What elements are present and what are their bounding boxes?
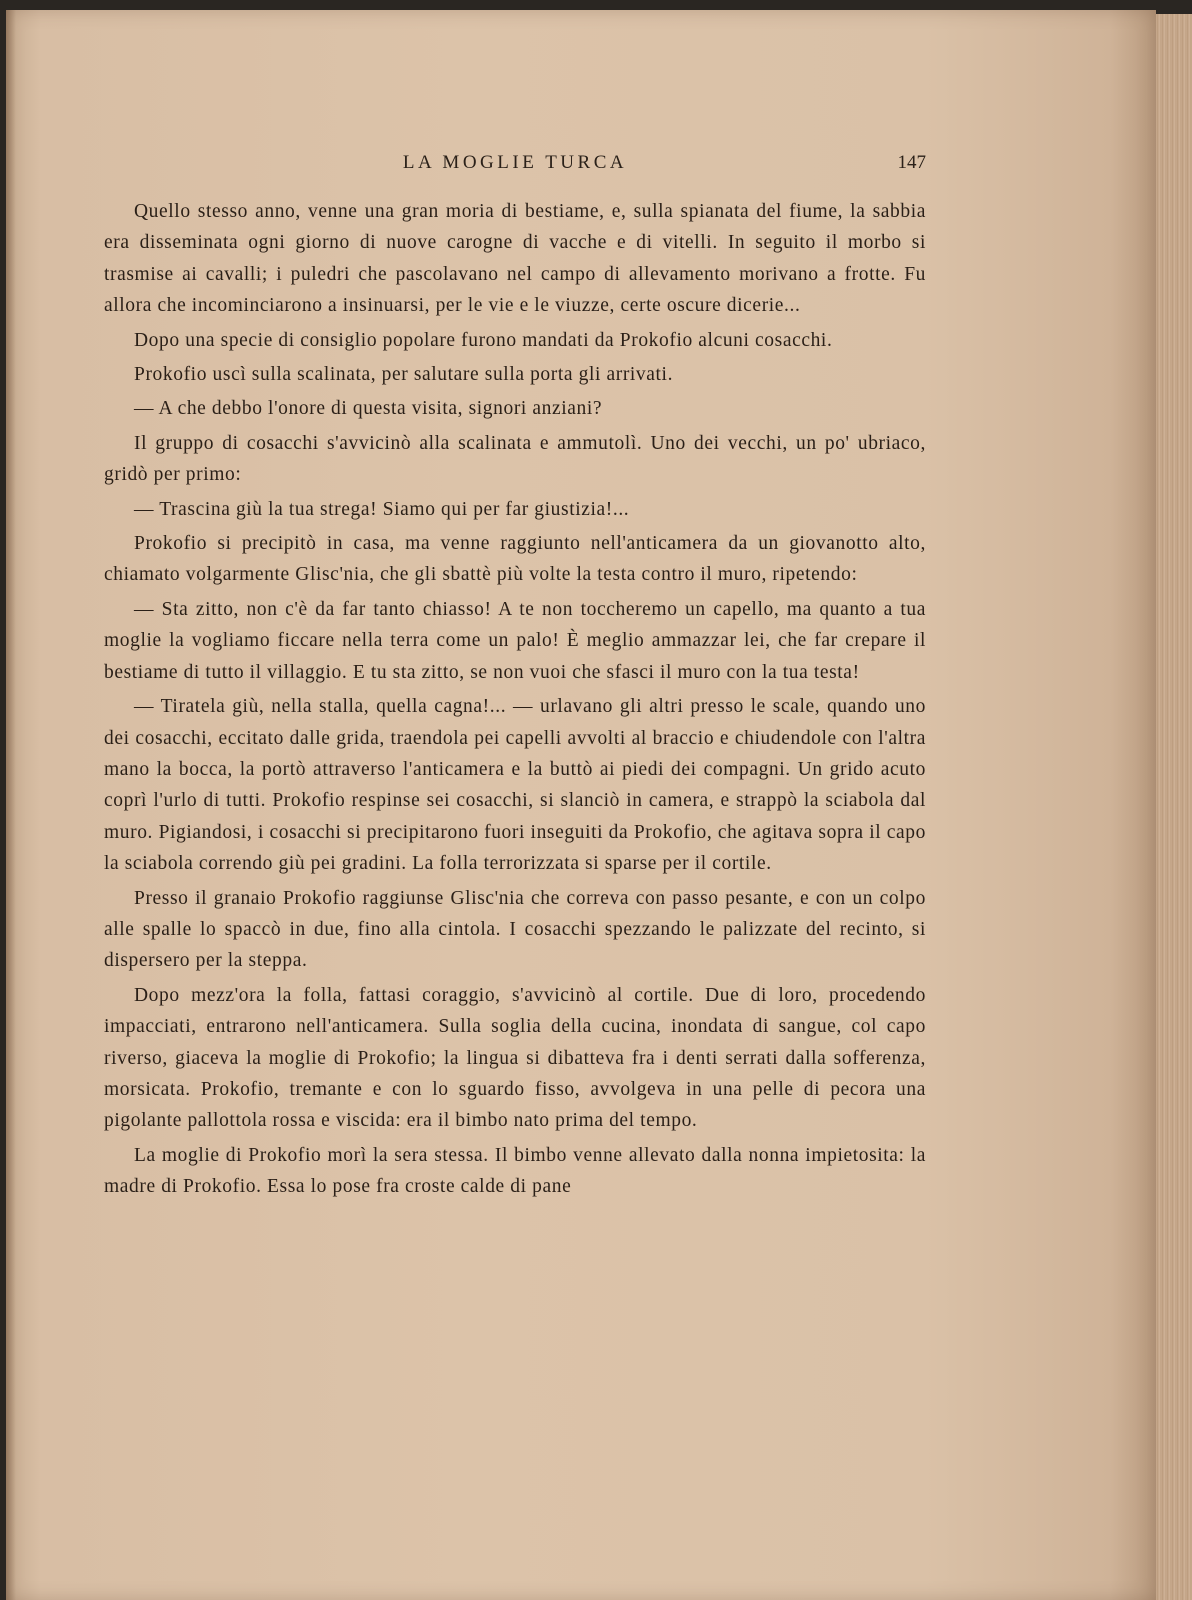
paragraph: Prokofio si precipitò in casa, ma venne raggiunto nell'anticamera da un giovanotto alto, chiamato volgarmente Glisc'nia, che gli sbattè più volte la testa contro il muro, ripetendo: xyxy=(104,533,926,586)
paragraph: — Sta zitto, non c'è da far tanto chiasso! A te non toccheremo un capello, ma quanto a tua moglie la vogliamo ficcare nella terra come un palo! È meglio ammazzar lei, che far crepare il bestiame di tutto il villaggio. E tu sta zitto, se non vuoi che sfasci il muro con la tua testa! xyxy=(104,598,926,683)
paragraph: Quello stesso anno, venne una gran moria di bestiame, e, sulla spianata del fiume, la sabbia era disseminata ogni giorno di nuove carogne di vacche e di vitelli. In seguito il morbo si trasmise ai cavalli; i puledri che pascolavano nel campo di allevamento morivano a frotte. Fu allora che incominciarono a insinuarsi, per le vie e le viuzze, certe oscure dicerie... xyxy=(104,201,926,317)
paragraph: Il gruppo di cosacchi s'avvicinò alla scalinata e ammutolì. Uno dei vecchi, un po' ubriaco, gridò per primo: xyxy=(104,432,926,486)
body-text xyxy=(104,196,926,1206)
running-header xyxy=(104,152,926,182)
paragraph: Presso il granaio Prokofio raggiunse Glisc'nia che correva con passo pesante, e con un colpo alle spalle lo spaccò in due, fino alla cintola. I cosacchi spezzando le palizzate del recinto, si dispersero per la steppa. xyxy=(104,887,926,972)
gutter-shadow xyxy=(6,10,16,1600)
paragraph: Prokofio uscì sulla scalinata, per salutare sulla porta gli arrivati. xyxy=(134,364,674,386)
paragraph: La moglie di Prokofio morì la sera stessa. Il bimbo venne allevato dalla nonna impietosita: la madre di Prokofio. Essa lo pose fra croste calde di pane xyxy=(104,1144,926,1198)
paragraph: — Trascina giù la tua strega! Siamo qui per far giustizia!... xyxy=(134,498,630,520)
paragraph: Dopo mezz'ora la folla, fattasi coraggio, s'avvicinò al cortile. Due di loro, procedendo impacciati, entrarono nell'anticamera. Sulla soglia della cucina, inondata di sangue, col capo riverso, giaceva la moglie di Prokofio; la lingua si dibatteva fra i denti serrati dalla sofferenza, morsicata. Prokofio, tremante e con lo sguardo fisso, avvolgeva in una pelle di pecora una pigolante pallottola rossa e viscida: era il bimbo nato prima del tempo. xyxy=(104,984,926,1132)
paragraph: — Tiratela giù, nella stalla, quella cagna!... — urlavano gli altri presso le scale, quando uno dei cosacchi, eccitato dalle grida, traendola pei capelli avvolti al braccio e chiudendole con l'altra mano la bocca, la portò attraverso l'anticamera e la buttò ai piedi dei compagni. Un grido acuto coprì l'urlo di tutti. Prokofio respinse sei cosacchi, si slanciò in camera, e strappò la sciabola dal muro. Pigiandosi, i cosacchi si precipitarono fuori inseguiti da Prokofio, che agitava sopra il capo la sciabola correndo giù pei gradini. La folla terrorizzata si sparse per il cortile. xyxy=(104,696,926,875)
paragraph: — A che debbo l'onore di questa visita, signori anziani? xyxy=(134,398,603,420)
page-number: 147 xyxy=(897,152,926,173)
running-title: LA MOGLIE TURCA xyxy=(402,152,628,173)
paragraph: Dopo una specie di consiglio popolare furono mandati da Prokofio alcuni cosacchi. xyxy=(134,329,833,351)
page-fore-edge xyxy=(1156,14,1192,1600)
